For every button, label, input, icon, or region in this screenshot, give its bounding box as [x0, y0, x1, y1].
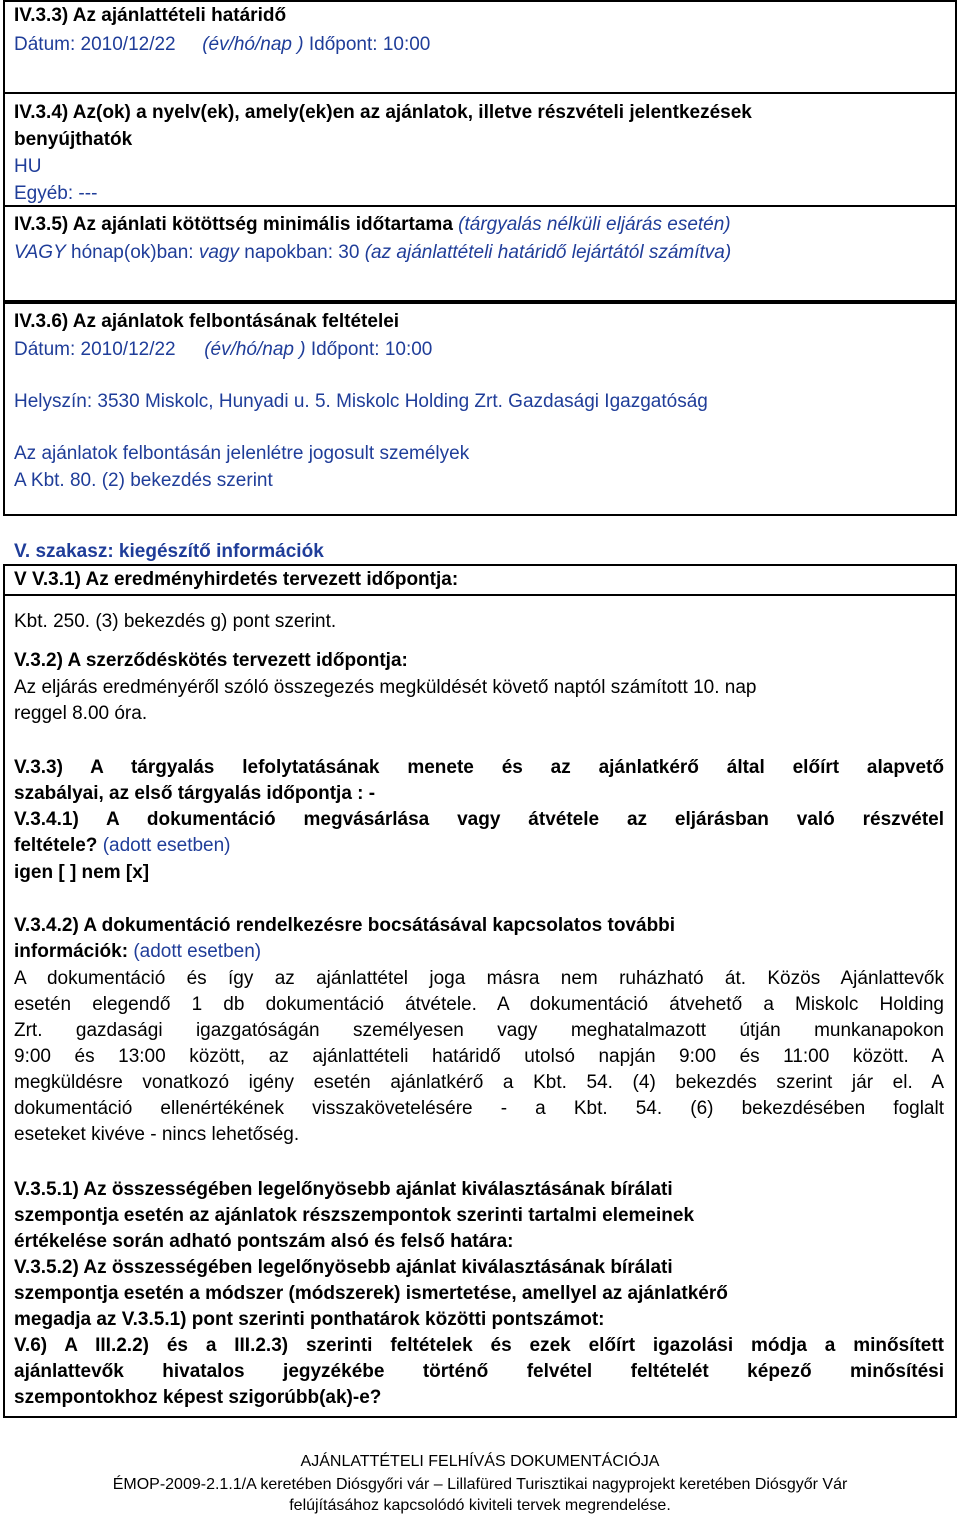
- s333-date-label: Dátum:: [14, 34, 76, 55]
- v342-body-line: eseteket kivéve - nincs lehetőség.: [14, 1124, 300, 1145]
- v351-line: V.3.5.1) Az összességében legelőnyösebb ajánlat kiválasztásának bírálati: [14, 1179, 673, 1200]
- s336-attendees-value: A Kbt. 80. (2) bekezdés szerint: [14, 470, 273, 491]
- section5-title: V. szakasz: kiegészítő információk: [14, 541, 324, 562]
- s334-lang: HU: [14, 156, 42, 177]
- v342-body-line: dokumentáció ellenértékének visszakövetelésére - a Kbt. 54. (6) bekezdésében foglalt: [14, 1098, 944, 1119]
- divider: [3, 594, 957, 596]
- v352-line: V.3.5.2) Az összességében legelőnyösebb ajánlat kiválasztásának bírálati: [14, 1257, 673, 1278]
- v31-heading: V V.3.1) Az eredményhirdetés tervezett időpontja:: [14, 569, 459, 590]
- v342-body-line: 9:00 és 13:00 között, az ajánlattételi határidő utolsó napján 9:00 és 11:00 között. A: [14, 1046, 944, 1067]
- v342-heading-2: információk: (adott esetben): [14, 941, 262, 962]
- s335-months: hónap(ok)ban:: [71, 242, 194, 263]
- v33-line1: V.3.3) A tárgyalás lefolytatásának menete és az ajánlatkérő által előírt alapvető: [14, 757, 944, 778]
- s336-location: Helyszín: 3530 Miskolc, Hunyadi u. 5. Miskolc Holding Zrt. Gazdasági Igazgatóság: [14, 391, 708, 412]
- s334-heading-2: benyújthatók: [14, 129, 133, 150]
- v341-answer: igen [ ] nem [x]: [14, 862, 150, 883]
- s336-attendees-label: Az ajánlatok felbontásán jelenlétre jogosult személyek: [14, 443, 470, 464]
- v351-line: értékelése során adható pontszám alsó és felső határa:: [14, 1231, 514, 1252]
- v352-line: szempontja esetén a módszer (módszerek) ismertetése, amellyel az ajánlatkérő: [14, 1283, 728, 1304]
- v342-body-line: megküldésre vonatkozó igény esetén ajánlatkérő a Kbt. 54. (4) bekezdés szerint jár el. A: [14, 1072, 944, 1093]
- v342-body-line: A dokumentáció és így az ajánlattétel joga másra nem ruházható át. Közös Ajánlattevők: [14, 968, 944, 989]
- footer-line2: felújításához kapcsolódó kiviteli tervek megrendelése.: [289, 1497, 671, 1514]
- s335-days: napokban: 30: [244, 242, 360, 263]
- v32-line2: reggel 8.00 óra.: [14, 703, 148, 724]
- v33-line2: szabályai, az első tárgyalás időpontja : -: [14, 783, 376, 804]
- s336-time: 10:00: [384, 339, 433, 360]
- v342-heading-1: V.3.4.2) A dokumentáció rendelkezésre bocsátásával kapcsolatos további: [14, 915, 676, 936]
- v341-line2: feltétele? (adott esetben): [14, 835, 231, 856]
- s335-note: (tárgyalás nélküli eljárás esetén): [458, 214, 731, 235]
- s333-date-format: (év/hó/nap ): [202, 34, 304, 55]
- s333-time: 10:00: [382, 34, 431, 55]
- s335-suffix: (az ajánlattételi határidő lejártától számítva): [364, 242, 732, 263]
- s333-heading: IV.3.3) Az ajánlattételi határidő: [14, 5, 287, 26]
- s333-date: 2010/12/22: [80, 34, 176, 55]
- s335-heading-row: [14, 213, 731, 237]
- divider: [3, 92, 957, 94]
- v6-line: szempontokhoz képest szigorúbb(ak)-e?: [14, 1387, 382, 1408]
- v6-line: V.6) A III.2.2) és a III.2.3) szerinti feltételek és ezek előírt igazolási módja a minősített: [14, 1335, 944, 1356]
- footer-title: AJÁNLATTÉTELI FELHÍVÁS DOKUMENTÁCIÓJA: [300, 1453, 660, 1470]
- s335-or-days: vagy: [198, 242, 239, 263]
- s336-date-label: Dátum:: [14, 339, 76, 360]
- s334-other: Egyéb: ---: [14, 183, 98, 204]
- v32-line1: Az eljárás eredményéről szóló összegezés megküldését követő naptól számított 10. nap: [14, 677, 757, 698]
- v32-heading: V.3.2) A szerződéskötés tervezett időpontja:: [14, 650, 408, 671]
- v6-line: ajánlattevők hivatalos jegyzékébe történő felvétel feltételét képező minősítési: [14, 1361, 944, 1382]
- s336-date: 2010/12/22: [80, 339, 176, 360]
- divider: [3, 205, 957, 207]
- footer-line1: ÉMOP-2009-2.1.1/A keretében Diósgyőri vár – Lillafüred Turisztikai nagyprojekt keretében Diósgyőr Vár: [112, 1476, 848, 1493]
- v341-line1: V.3.4.1) A dokumentáció megvásárlása vagy átvétele az eljárásban való részvétel: [14, 809, 944, 830]
- s336-heading: IV.3.6) Az ajánlatok felbontásának feltételei: [14, 311, 400, 332]
- v342-body-line: Zrt. gazdasági igazgatóságán személyesen vagy meghatalmazott útján munkanapokon: [14, 1020, 944, 1041]
- s335-heading: IV.3.5) Az ajánlati kötöttség minimális időtartama: [14, 214, 453, 235]
- v351-line: szempontja esetén az ajánlatok részszempontok szerinti tartalmi elemeinek: [14, 1205, 695, 1226]
- s333-date-row: [14, 33, 430, 57]
- v342-body-line: esetén elegendő 1 db dokumentáció átvétele. A dokumentáció átvehető a Miskolc Holding: [14, 994, 944, 1015]
- s335-vagy: VAGY: [14, 242, 66, 263]
- v352-line: megadja az V.3.5.1) pont szerinti ponthatárok közötti pontszámot:: [14, 1309, 605, 1330]
- s334-heading-1: IV.3.4) Az(ok) a nyelv(ek), amely(ek)en az ajánlatok, illetve részvételi jelentkezések: [14, 102, 752, 123]
- s336-date-format: (év/hó/nap ): [204, 339, 306, 360]
- v31-value: Kbt. 250. (3) bekezdés g) pont szerint.: [14, 611, 337, 632]
- s335-value-row: [14, 241, 731, 265]
- s336-time-label: Időpont:: [310, 339, 380, 360]
- s336-date-row: [14, 338, 432, 362]
- s333-time-label: Időpont:: [308, 34, 378, 55]
